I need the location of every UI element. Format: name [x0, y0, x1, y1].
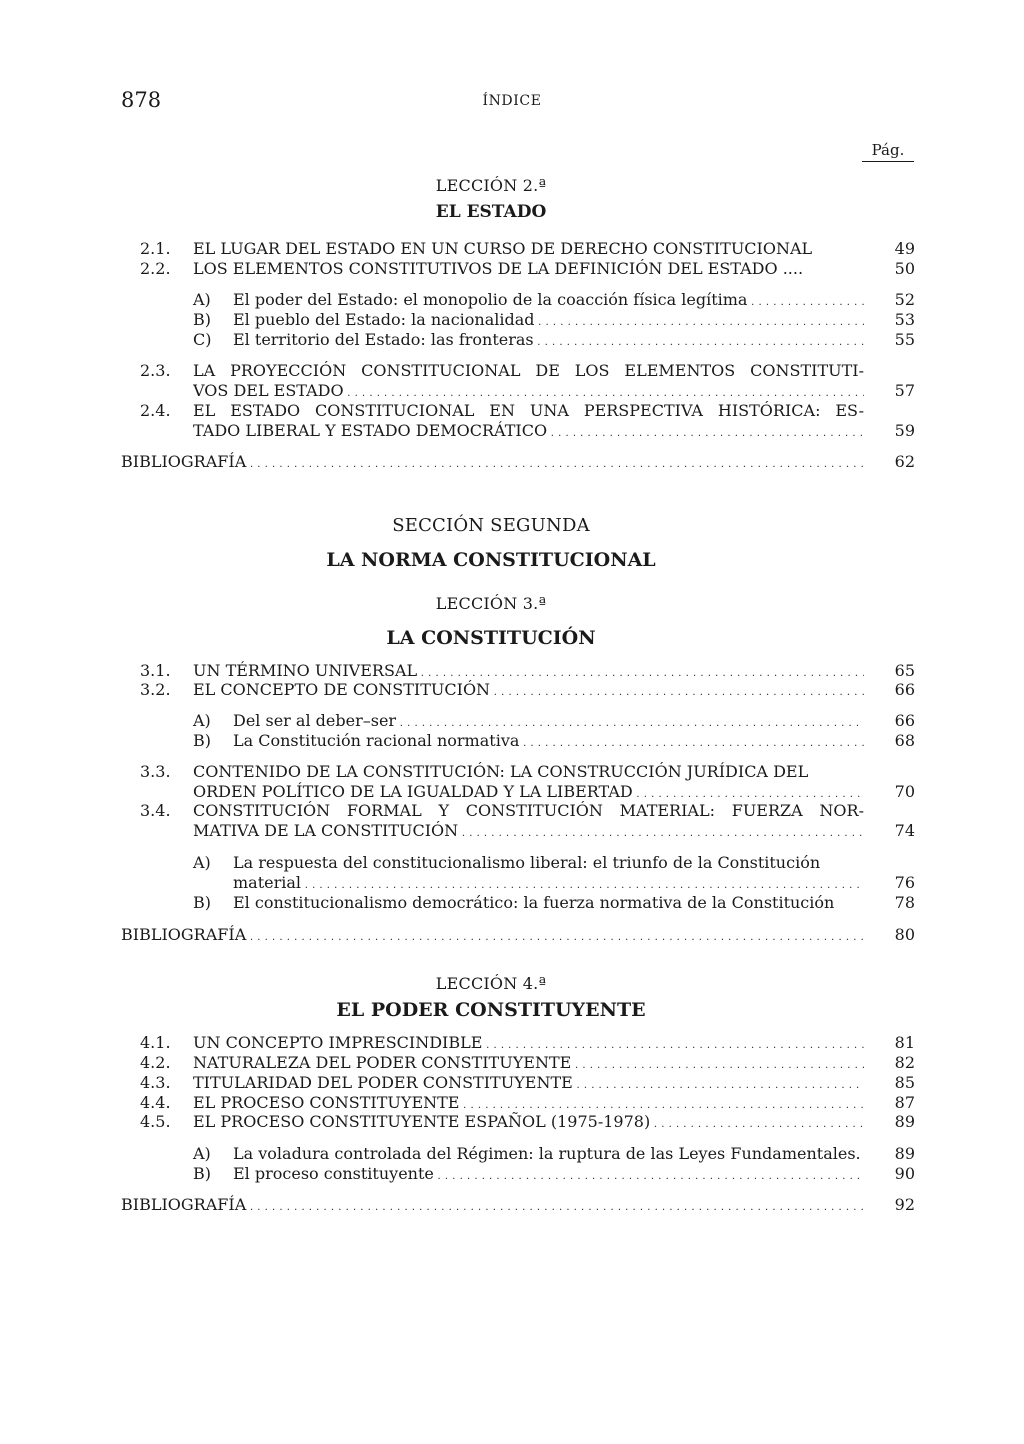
entry-title: NATURALEZA DEL PODER CONSTITUYENTE . . . — [193, 1053, 864, 1076]
lesson-3-heading: LECCIÓN 3.ª — [435, 594, 547, 613]
entry-page: 49 — [894, 239, 915, 258]
entry-number: 4.4. — [140, 1093, 171, 1112]
entry-title: EL PROCESO CONSTITUYENTE . . . — [193, 1093, 864, 1116]
entry-title: TADO LIBERAL Y ESTADO DEMOCRÁTICO . . . — [193, 421, 864, 444]
entry-page: 66 — [894, 680, 915, 699]
toc-entry — [0, 762, 1024, 782]
entry-page: 65 — [894, 661, 915, 680]
toc-entry — [0, 1033, 1024, 1053]
entry-title: La voladura controlada del Régimen: la ruptura de las Leyes Fundamentales. — [233, 1144, 861, 1163]
toc-subentry — [0, 731, 1024, 751]
entry-page: 74 — [894, 821, 915, 840]
toc-bibliography — [0, 452, 1024, 472]
entry-page: 87 — [894, 1093, 915, 1112]
entry-number: 3.1. — [140, 661, 171, 680]
toc-subentry — [0, 310, 1024, 330]
toc-bibliography — [0, 925, 1024, 945]
toc-bibliography — [0, 1195, 1024, 1215]
entry-page: 82 — [894, 1053, 915, 1072]
toc-subentry — [0, 893, 1024, 913]
entry-page: 50 — [894, 259, 915, 278]
toc-subentry — [0, 330, 1024, 350]
entry-title: EL LUGAR DEL ESTADO EN UN CURSO DE DERECHO CONSTITUCIONAL — [193, 239, 813, 258]
section-title: LA NORMA CONSTITUCIONAL — [326, 549, 656, 571]
lesson-2-heading: LECCIÓN 2.ª — [435, 176, 547, 195]
entry-title: TITULARIDAD DEL PODER CONSTITUYENTE . . . — [193, 1073, 864, 1096]
entry-page: 89 — [894, 1112, 915, 1131]
entry-page: 66 — [894, 711, 915, 730]
toc-entry — [0, 1053, 1024, 1073]
entry-letter: B) — [193, 893, 211, 912]
lesson-3-title: LA CONSTITUCIÓN — [386, 627, 596, 649]
entry-title: El constitucionalismo democrático: la fuerza normativa de la Constitución — [233, 893, 835, 912]
entry-title: UN TÉRMINO UNIVERSAL . . . — [193, 661, 864, 684]
entry-title: EL PROCESO CONSTITUYENTE ESPAÑOL (1975-1978) . . . — [193, 1112, 864, 1135]
entry-title: LOS ELEMENTOS CONSTITUTIVOS DE LA DEFINICIÓN DEL ESTADO .... — [193, 259, 804, 278]
entry-title: La Constitución racional normativa . . . — [233, 731, 864, 754]
toc-subentry — [0, 1164, 1024, 1184]
entry-page: 57 — [894, 381, 915, 400]
toc-entry — [0, 801, 1024, 821]
entry-letter: A) — [193, 1144, 211, 1163]
entry-title: LA PROYECCIÓN CONSTITUCIONAL DE LOS ELEMENTOS CONSTITUTI- — [193, 361, 864, 380]
toc-entry — [0, 680, 1024, 700]
entry-page: 85 — [894, 1073, 915, 1092]
entry-number: 3.2. — [140, 680, 171, 699]
toc-entry-continuation — [0, 421, 1024, 441]
entry-title: VOS DEL ESTADO . . . — [193, 381, 864, 404]
entry-page: 53 — [894, 310, 915, 329]
entry-number: 4.2. — [140, 1053, 171, 1072]
entry-page: 59 — [894, 421, 915, 440]
toc-subentry — [0, 711, 1024, 731]
entry-title: El territorio del Estado: las fronteras . . . — [233, 330, 864, 353]
toc-entry — [0, 259, 1024, 279]
toc-entry-continuation — [0, 821, 1024, 841]
lesson-4-title: EL PODER CONSTITUYENTE — [336, 999, 646, 1021]
running-title: ÍNDICE — [482, 93, 542, 109]
entry-number: 4.5. — [140, 1112, 171, 1131]
entry-letter: A) — [193, 290, 211, 309]
entry-title: BIBLIOGRAFÍA . . . — [121, 1195, 864, 1218]
entry-number: 3.4. — [140, 801, 171, 820]
entry-page: 62 — [894, 452, 915, 471]
lesson-2-title: EL ESTADO — [435, 202, 547, 222]
toc-entry — [0, 1112, 1024, 1132]
page-number: 878 — [121, 88, 162, 112]
entry-number: 4.1. — [140, 1033, 171, 1052]
entry-title: material . . . — [233, 873, 864, 896]
toc-entry — [0, 661, 1024, 681]
entry-page: 70 — [894, 782, 915, 801]
entry-letter: A) — [193, 853, 211, 872]
entry-number: 2.4. — [140, 401, 171, 420]
entry-page: 68 — [894, 731, 915, 750]
entry-title: La respuesta del constitucionalismo liberal: el triunfo de la Constitución — [233, 853, 821, 872]
entry-letter: B) — [193, 310, 211, 329]
entry-letter: B) — [193, 731, 211, 750]
toc-subentry-continuation — [0, 873, 1024, 893]
entry-title: MATIVA DE LA CONSTITUCIÓN . . . — [193, 821, 864, 844]
entry-letter: C) — [193, 330, 212, 349]
toc-subentry — [0, 1144, 1024, 1164]
entry-title: BIBLIOGRAFÍA . . . — [121, 452, 864, 475]
entry-title: El proceso constituyente . . . — [233, 1164, 864, 1187]
entry-number: 2.3. — [140, 361, 171, 380]
entry-page: 76 — [894, 873, 915, 892]
entry-page: 80 — [894, 925, 915, 944]
toc-subentry — [0, 290, 1024, 310]
entry-page: 90 — [894, 1164, 915, 1183]
entry-number: 3.3. — [140, 762, 171, 781]
entry-title: BIBLIOGRAFÍA . . . — [121, 925, 864, 948]
pag-column-label: Pág. — [862, 141, 914, 162]
entry-title: CONTENIDO DE LA CONSTITUCIÓN: LA CONSTRUCCIÓN JURÍDICA DEL — [193, 762, 809, 781]
entry-page: 78 — [894, 893, 915, 912]
entry-title: EL CONCEPTO DE CONSTITUCIÓN . . . — [193, 680, 864, 703]
entry-page: 92 — [894, 1195, 915, 1214]
toc-entry — [0, 1073, 1024, 1093]
entry-page: 52 — [894, 290, 915, 309]
entry-title: El poder del Estado: el monopolio de la coacción física legítima . . . — [233, 290, 864, 313]
toc-entry — [0, 239, 1024, 259]
lesson-4-heading: LECCIÓN 4.ª — [435, 974, 547, 993]
entry-title: EL ESTADO CONSTITUCIONAL EN UNA PERSPECTIVA HISTÓRICA: ES- — [193, 401, 864, 420]
toc-entry-continuation — [0, 381, 1024, 401]
toc-entry — [0, 401, 1024, 421]
entry-title: CONSTITUCIÓN FORMAL Y CONSTITUCIÓN MATERIAL: FUERZA NOR- — [193, 801, 864, 820]
entry-letter: A) — [193, 711, 211, 730]
entry-title: Del ser al deber–ser . . . — [233, 711, 864, 734]
entry-title: UN CONCEPTO IMPRESCINDIBLE . . . — [193, 1033, 864, 1056]
entry-page: 55 — [894, 330, 915, 349]
toc-entry — [0, 1093, 1024, 1113]
entry-page: 89 — [894, 1144, 915, 1163]
entry-title: ORDEN POLÍTICO DE LA IGUALDAD Y LA LIBERTAD . . . — [193, 782, 864, 805]
entry-number: 2.2. — [140, 259, 171, 278]
toc-entry — [0, 361, 1024, 381]
toc-entry-continuation — [0, 782, 1024, 802]
toc-subentry — [0, 853, 1024, 873]
entry-number: 2.1. — [140, 239, 171, 258]
entry-letter: B) — [193, 1164, 211, 1183]
entry-page: 81 — [894, 1033, 915, 1052]
section-heading: SECCIÓN SEGUNDA — [392, 515, 590, 536]
entry-title: El pueblo del Estado: la nacionalidad . . . — [233, 310, 864, 333]
entry-number: 4.3. — [140, 1073, 171, 1092]
